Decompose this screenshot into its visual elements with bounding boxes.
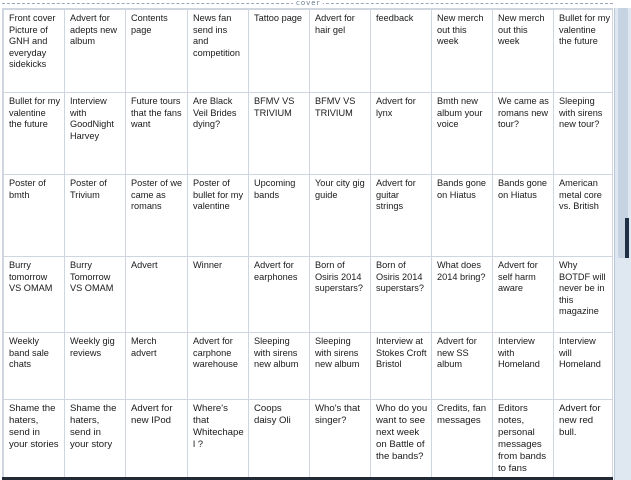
- table-cell[interactable]: Who's that singer?: [310, 400, 371, 480]
- table-cell[interactable]: Advert for new red bull.: [554, 400, 614, 480]
- table-cell[interactable]: Merch advert: [126, 333, 188, 400]
- table-cell[interactable]: Advert for earphones: [249, 257, 310, 333]
- table-cell[interactable]: Bands gone on Hiatus: [493, 175, 554, 257]
- table-cell[interactable]: American metal core vs. British: [554, 175, 614, 257]
- table-cell[interactable]: Your city gig guide: [310, 175, 371, 257]
- table-cell[interactable]: BFMV VS TRIVIUM: [249, 93, 310, 175]
- table-cell[interactable]: Are Black Veil Brides dying?: [188, 93, 249, 175]
- table-cell[interactable]: Interview with GoodNight Harvey: [65, 93, 126, 175]
- table-cell[interactable]: Shame the haters, send in your story: [65, 400, 126, 480]
- table-cell[interactable]: Bands gone on Hiatus: [432, 175, 493, 257]
- table-cell[interactable]: Bullet for my valentine the future: [4, 93, 65, 175]
- table-cell[interactable]: Interview at Stokes Croft Bristol: [371, 333, 432, 400]
- table-cell[interactable]: Upcoming bands: [249, 175, 310, 257]
- table-cell[interactable]: Interview will Homeland: [554, 333, 614, 400]
- table-cell[interactable]: BFMV VS TRIVIUM: [310, 93, 371, 175]
- table-cell[interactable]: What does 2014 bring?: [432, 257, 493, 333]
- table-cell[interactable]: Weekly gig reviews: [65, 333, 126, 400]
- table-cell[interactable]: Front cover Picture of GNH and everyday sidekicks: [4, 10, 65, 93]
- table-cell[interactable]: Sleeping with sirens new tour?: [554, 93, 614, 175]
- table-cell[interactable]: Why BOTDF will never be in this magazine: [554, 257, 614, 333]
- table-row: [4, 175, 614, 257]
- table-cell[interactable]: New merch out this week: [432, 10, 493, 93]
- table-cell[interactable]: Bullet for my valentine the future: [554, 10, 614, 93]
- table-cell[interactable]: Future tours that the fans want: [126, 93, 188, 175]
- table-cell[interactable]: Contents page: [126, 10, 188, 93]
- table-cell[interactable]: We came as romans new tour?: [493, 93, 554, 175]
- table-cell[interactable]: Poster of bmth: [4, 175, 65, 257]
- table-cell[interactable]: Poster of Trivium: [65, 175, 126, 257]
- table-cell[interactable]: Born of Osiris 2014 superstars?: [371, 257, 432, 333]
- table-cell[interactable]: Advert for self harm aware: [493, 257, 554, 333]
- scrollbar-marker: [625, 218, 629, 258]
- table-cell[interactable]: Advert for hair gel: [310, 10, 371, 93]
- table-cell[interactable]: Shame the haters, send in your stories: [4, 400, 65, 480]
- table-cell[interactable]: Winner: [188, 257, 249, 333]
- table-cell[interactable]: Where's that Whitechapel ?: [188, 400, 249, 480]
- table-cell[interactable]: Coops daisy Oli: [249, 400, 310, 480]
- table-cell[interactable]: News fan send ins and competition: [188, 10, 249, 93]
- table-row: [4, 257, 614, 333]
- table-row: [4, 333, 614, 400]
- table-cell[interactable]: Advert for lynx: [371, 93, 432, 175]
- table-cell[interactable]: Advert for new IPod: [126, 400, 188, 480]
- vertical-scrollbar[interactable]: [614, 8, 631, 480]
- cover-label: cover: [293, 0, 323, 7]
- table-cell[interactable]: Poster of bullet for my valentine: [188, 175, 249, 257]
- table-cell[interactable]: Advert: [126, 257, 188, 333]
- table-cell[interactable]: feedback: [371, 10, 432, 93]
- table-cell[interactable]: Sleeping with sirens new album: [249, 333, 310, 400]
- table-row: [4, 400, 614, 480]
- table-cell[interactable]: Advert for carphone warehouse: [188, 333, 249, 400]
- table-cell[interactable]: Poster of we came as romans: [126, 175, 188, 257]
- table-cell[interactable]: Advert for guitar strings: [371, 175, 432, 257]
- table-cell[interactable]: Who do you want to see next week on Battle of the bands?: [371, 400, 432, 480]
- table-cell[interactable]: Tattoo page: [249, 10, 310, 93]
- storyboard-table-container: [2, 8, 613, 480]
- table-cell[interactable]: Advert for new SS album: [432, 333, 493, 400]
- table-cell[interactable]: Interview with Homeland: [493, 333, 554, 400]
- table-cell[interactable]: Advert for adepts new album: [65, 10, 126, 93]
- table-row: [4, 93, 614, 175]
- table-cell[interactable]: Editors notes, personal messages from bands to fans: [493, 400, 554, 480]
- table-cell[interactable]: Born of Osiris 2014 superstars?: [310, 257, 371, 333]
- table-cell[interactable]: Bmth new album your voice: [432, 93, 493, 175]
- table-cell[interactable]: Burry tomorrow VS OMAM: [4, 257, 65, 333]
- table-row: [4, 10, 614, 93]
- table-cell[interactable]: Weekly band sale chats: [4, 333, 65, 400]
- table-cell[interactable]: New merch out this week: [493, 10, 554, 93]
- storyboard-table: [3, 9, 613, 480]
- table-cell[interactable]: Burry Tomorrow VS OMAM: [65, 257, 126, 333]
- table-cell[interactable]: Sleeping with sirens new album: [310, 333, 371, 400]
- table-cell[interactable]: Credits, fan messages: [432, 400, 493, 480]
